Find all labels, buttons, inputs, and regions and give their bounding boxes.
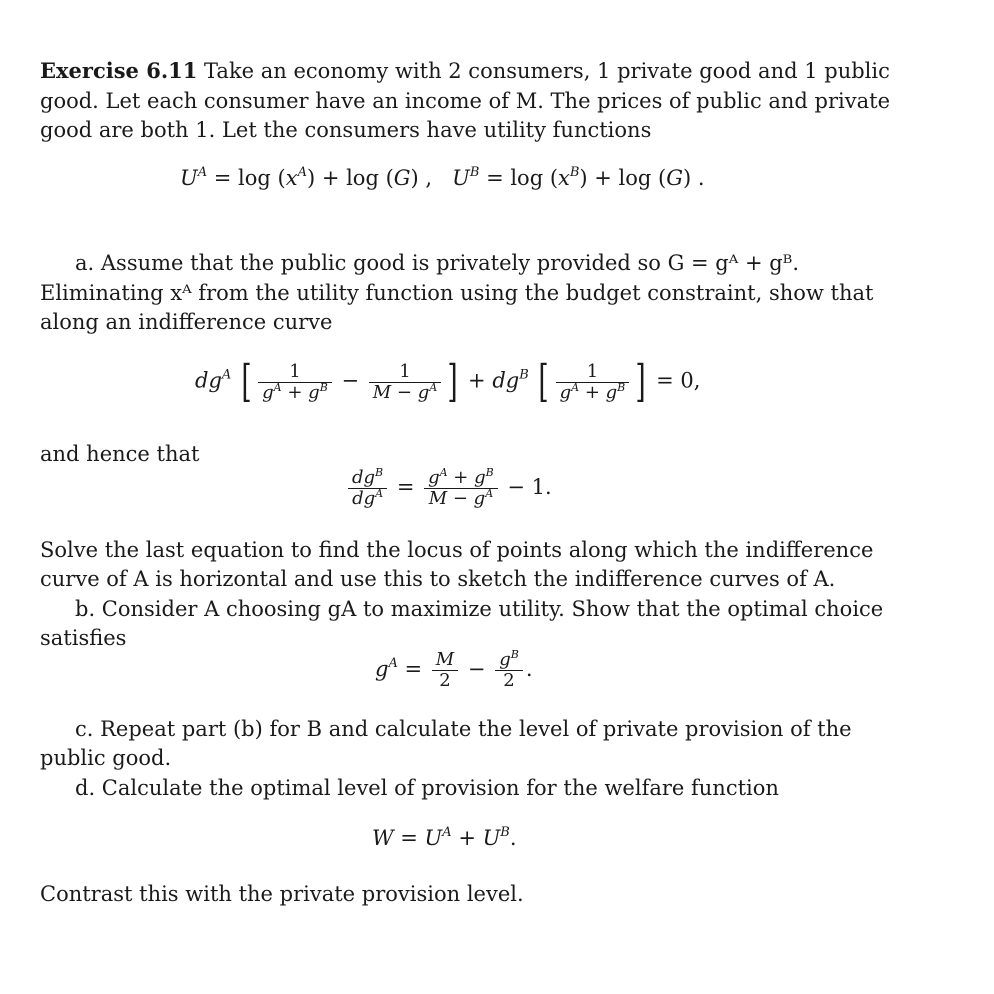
slope-equation: $\frac{dg^B}{dg^A}$ = $\frac{g^A + g^B}{M - g^A}$ − 1. [345,468,552,509]
solve-line-2: curve of A is horizontal and use this to sketch the indifference curves of A. [40,567,836,591]
contrast-text: Contrast this with the private provision level. [40,882,524,906]
intro-line-2: good. Let each consumer have an income of M. The prices of public and private [40,89,890,113]
part-b-line-2: satisfies [40,626,127,650]
exercise-label: Exercise 6.11 [40,58,198,83]
intro-text-1: Take an economy with 2 consumers, 1 private good and 1 public [204,59,890,83]
utility-equation: $U^A = \log (x^A) + \log (G)$ , $U^B = \log (x^B) + \log (G)$ . [180,165,705,190]
part-b-line-1: b. Consider A choosing gA to maximize utility. Show that the optimal choice [75,597,884,621]
best-response-equation: $g^A$ = $\frac{M}{2}$ − $\frac{g^B}{2}$ . [375,648,533,691]
welfare-equation: $W = U^A + U^B$. [372,825,517,850]
intro-line-3: good are both 1. Let the consumers have utility functions [40,118,652,142]
indifference-equation: $dg^A$ [ $\frac{1}{g^A + g^B}$ − $\frac{1}{M - g^A}$ ] + $dg^B$ [ $\frac{1}{g^A + g^B}$ ] = 0, [195,356,701,407]
part-a-line-3: along an indifference curve [40,310,333,334]
solve-line-1: Solve the last equation to find the locus of points along which the indifference [40,538,874,562]
part-c-line-1: c. Repeat part (b) for B and calculate the level of private provision of the [75,717,852,741]
intro-line-1 [40,58,890,84]
part-a-line-2: Eliminating xᴬ from the utility function using the budget constraint, show that [40,281,874,305]
part-a-line-1: a. Assume that the public good is privately provided so G = gᴬ + gᴮ. [75,251,800,275]
part-d-line-1: d. Calculate the optimal level of provision for the welfare function [75,776,779,800]
part-c-line-2: public good. [40,746,172,770]
and-hence-text: and hence that [40,442,200,466]
